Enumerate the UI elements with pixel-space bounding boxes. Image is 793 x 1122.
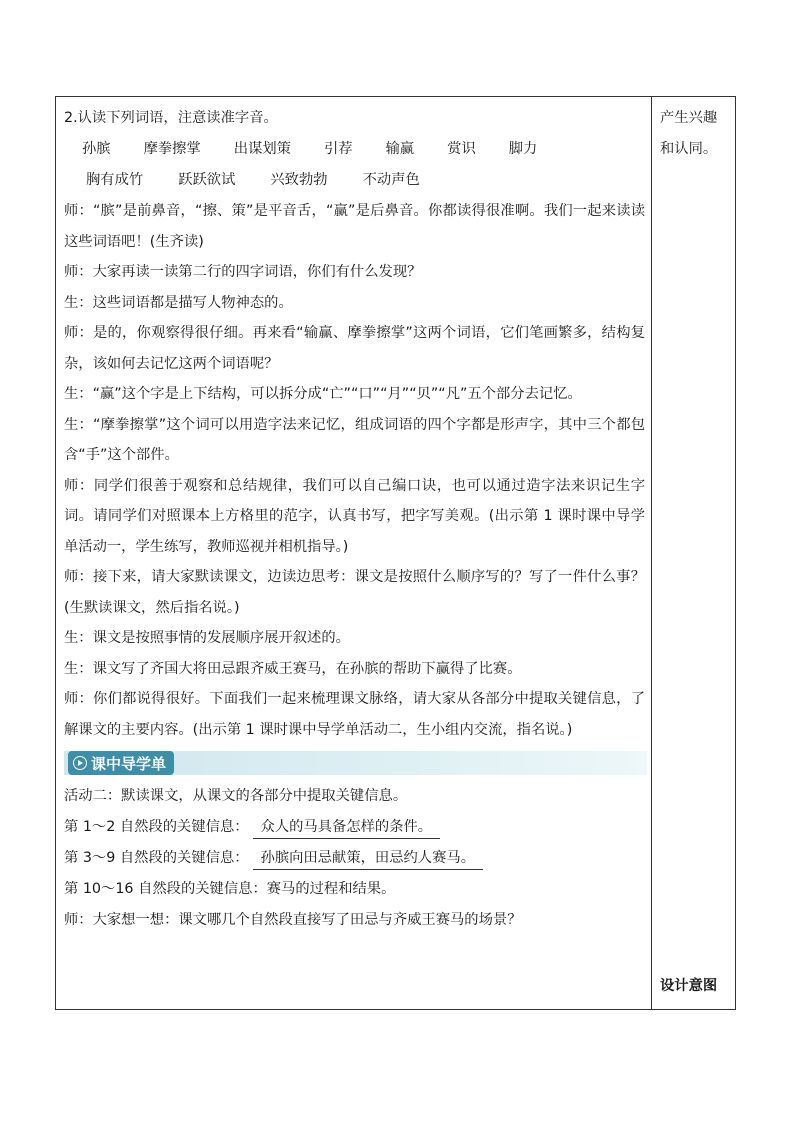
- final-question: 师：大家想一想：课文哪几个自然段直接写了田忌与齐威王赛马的场景？: [64, 912, 522, 928]
- word-item: 胸有成竹: [86, 172, 144, 188]
- dialogue-paragraph: 生：课文写了齐国大将田忌跟齐威王赛马，在孙膑的帮助下赢得了比赛。: [64, 660, 522, 677]
- dialogue-paragraph: 生：这些词语都是描写人物神态的。: [64, 294, 293, 311]
- dialogue-paragraph: 生：“摩拳擦掌”这个词可以用造字法来记忆，组成词语的四个字都是形声字，其中三个都包含“手”这个部件。: [64, 416, 645, 463]
- key-info-line: 第 10～16 自然段的关键信息：赛马的过程和结果。: [64, 881, 396, 897]
- word-item: 孙膑: [82, 141, 111, 157]
- word-item: 脚力: [508, 141, 538, 157]
- word-item: 摩拳擦掌: [143, 141, 201, 157]
- side-note-line: 产生兴趣: [660, 110, 718, 126]
- word-item: 不动声色: [362, 172, 420, 188]
- guide-sheet-banner: [64, 751, 647, 775]
- side-note-line: 和认同。: [660, 141, 718, 157]
- key-info-label: 第 1～2 自然段的关键信息：: [64, 819, 249, 835]
- dialogue-paragraph: 师：同学们很善于观察和总结规律，我们可以自己编口诀，也可以通过造字法来识记生字词。请同学们对照课本上方格里的范字，认真书写，把字写美观。(出示第 1 课时课中导学单活动一，学生练写，教师巡视并相机指导。): [64, 477, 645, 555]
- key-info-label: 第 3～9 自然段的关键信息：: [64, 850, 249, 866]
- key-info-line: [64, 812, 645, 843]
- banner-title: 课中导学单: [91, 754, 167, 773]
- word-item: 引荐: [323, 141, 353, 157]
- word-list-row-1: [64, 134, 645, 165]
- word-item: 兴致勃勃: [270, 172, 328, 188]
- word-item: 输赢: [385, 141, 415, 157]
- word-item: 出谋划策: [233, 141, 291, 157]
- dialogue-paragraph: 生：课文是按照事情的发展顺序展开叙述的。: [64, 630, 350, 646]
- word-item: 赏识: [447, 141, 476, 157]
- banner-label: [68, 751, 174, 775]
- task-heading: 2.认读下列词语，注意读准字音。: [64, 110, 278, 126]
- key-info-answer: 孙膑向田忌献策，田忌约人赛马。: [253, 847, 483, 870]
- main-content-column: [56, 97, 651, 1009]
- activity-title: 活动二：默读课文，从课文的各部分中提取关键信息。: [64, 788, 408, 804]
- dialogue-paragraph: 师：大家再读一读第二行的四字词语，你们有什么发现？: [64, 264, 422, 280]
- design-intent-label: 设计意图: [660, 978, 718, 994]
- dialogue-paragraph: 师：你们都说得很好。下面我们一起来梳理课文脉络，请大家从各部分中提取关键信息，了解课文的主要内容。(出示第 1 课时课中导学单活动二，生小组内交流，指名说。): [64, 691, 645, 738]
- dialogue-paragraph: 师：接下来，请大家默读课文，边读边思考：课文是按照什么顺序写的？写了一件什么事？(生默读课文，然后指名说。): [64, 569, 645, 616]
- play-circle-icon: [73, 756, 87, 770]
- word-list-row-2: [64, 165, 645, 196]
- dialogue-paragraph: 师：“膑”是前鼻音，“擦、策”是平音舌，“赢”是后鼻音。你都读得很准啊。我们一起来读读这些词语吧！(生齐读): [64, 203, 645, 250]
- dialogue-paragraph: 师：是的，你观察得很仔细。再来看“输赢、摩拳擦掌”这两个词语，它们笔画繁多，结构复杂，该如何去记忆这两个词语呢？: [64, 325, 645, 372]
- key-info-answer: 众人的马具备怎样的条件。: [253, 816, 441, 839]
- word-item: 跃跃欲试: [178, 172, 236, 188]
- lesson-table: [55, 96, 736, 1010]
- key-info-line: [64, 843, 645, 874]
- side-note-column: [652, 97, 735, 1009]
- dialogue-paragraph: 生：“赢”这个字是上下结构，可以拆分成“亡”“口”“月”“贝”“凡”五个部分去记忆。: [64, 386, 582, 402]
